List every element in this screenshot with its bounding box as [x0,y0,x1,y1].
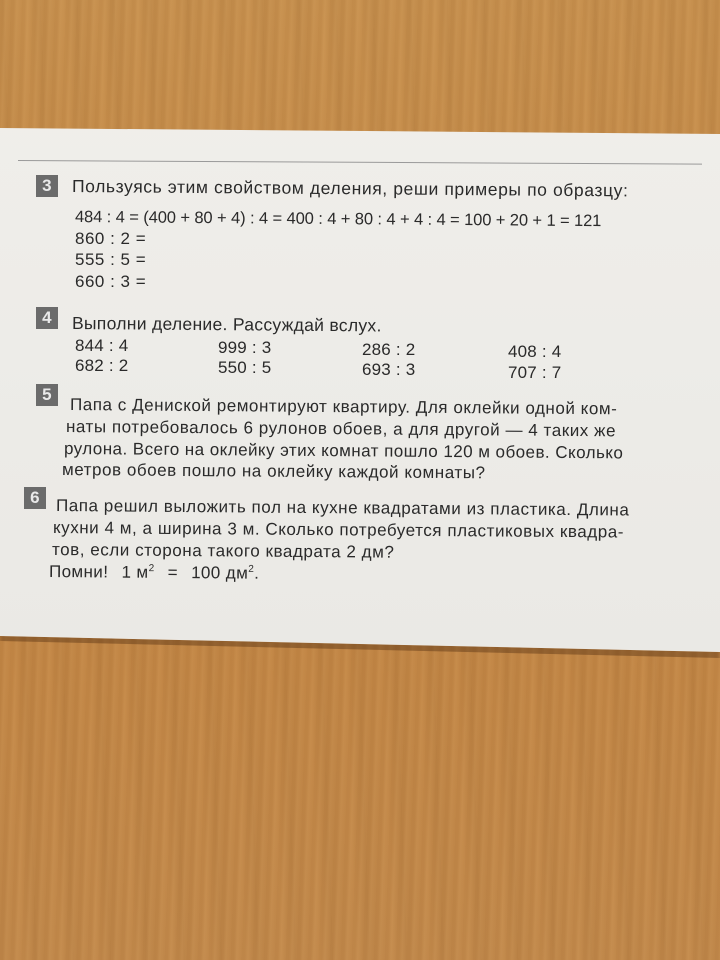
task-6-number: 6 [24,487,46,509]
task-4-number: 4 [36,307,58,329]
task-4-item: 999 : 3 [218,338,272,357]
task-3-example: 484 : 4 = (400 + 80 + 4) : 4 = 400 : 4 + 80 : 4 + 4 : 4 = 100 + 20 + 1 = 121 [74,208,602,231]
task-5-line-3: рулона. Всего на оклейку этих комнат пошло 120 м обоев. Сколько [63,439,624,463]
task-6-line-3: тов, если сторона такого квадрата 2 дм? [51,540,395,562]
reminder-right: 100 дм [191,563,249,583]
task-3-problem-3: 660 : 3 = [75,272,147,291]
task-4-item: 550 : 5 [218,358,272,377]
task-4-item: 693 : 3 [362,360,416,379]
task-3-problem-2: 555 : 5 = [75,250,147,269]
reminder-left: 1 м [121,562,149,582]
task-5-line-2: наты потребовалось 6 рулонов обоев, а для другой — 4 таких же [65,417,617,441]
task-3-number: 3 [36,175,58,197]
task-4-item: 682 : 2 [75,356,129,375]
exponent: 2 [148,563,155,575]
task-3-problem-1: 860 : 2 = [75,229,147,248]
task-4-item: 286 : 2 [362,340,416,359]
task-5-line-1: Папа с Дениской ремонтируют квартиру. Для оклейки одной ком- [69,395,618,419]
task-5-number: 5 [36,384,58,406]
task-4-item: 844 : 4 [75,336,129,355]
exponent: 2 [248,563,255,575]
task-4-item: 707 : 7 [508,363,562,382]
task-3-instruction: Пользуясь этим свойством деления, реши примеры по образцу: [71,176,629,201]
task-4-item: 408 : 4 [508,342,562,361]
task-6-line-2: кухни 4 м, а ширина 3 м. Сколько потребуется пластиковых квадра- [52,518,625,542]
task-6-line-1: Папа решил выложить пол на кухне квадратами из пластика. Длина [55,496,630,520]
reminder-end: . [254,563,260,583]
reminder-equals: = [167,562,179,583]
task-5-line-4: метров обоев пошло на оклейку каждой комнаты? [61,460,486,483]
task-6-reminder [49,562,259,584]
reminder-label: Помни! [48,562,109,582]
task-4-instruction: Выполни деление. Рассуждай вслух. [71,313,382,336]
